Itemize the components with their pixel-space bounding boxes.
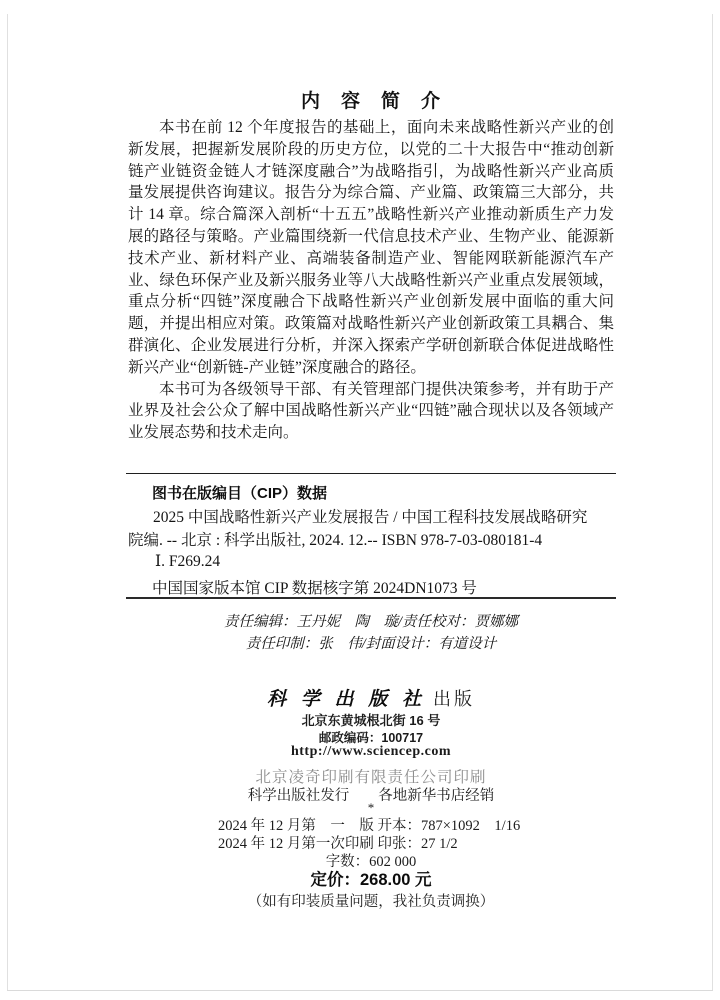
cip-line-title: 2025 中国战略性新兴产业发展报告 / 中国工程科技发展战略研究 bbox=[153, 509, 588, 526]
cip-line-isbn: 院编. -- 北京 : 科学出版社, 2024. 12.-- ISBN 978-7-03-080181-4 bbox=[128, 532, 543, 549]
cip-heading: 图书在版编目（CIP）数据 bbox=[152, 485, 328, 502]
science-press-logotype: 科 学 出 版 社 bbox=[266, 689, 426, 710]
page-title: 内 容 简 介 bbox=[300, 91, 441, 112]
printing-date: 2024 年 12 月第一次印刷 bbox=[218, 836, 374, 852]
word-count: 字数：602 000 bbox=[325, 854, 417, 870]
scan-edge-bottom bbox=[7, 990, 713, 991]
publisher-postcode: 邮政编码：100717 bbox=[318, 731, 424, 745]
separator-star: * bbox=[367, 800, 375, 815]
price: 定价：268.00 元 bbox=[310, 871, 432, 889]
cip-line-registry: 中国国家版本馆 CIP 数据核字第 2024DN1073 号 bbox=[152, 580, 477, 597]
cip-top-rule bbox=[126, 473, 616, 474]
intro-section bbox=[128, 117, 614, 444]
intro-paragraph-2: 本书可为各级领导干部、有关管理部门提供决策参考，并有助于产业界及社会公众了解中国战略性新兴产业“四链”融合现状以及各领域产业发展态势和技术走向。 bbox=[128, 380, 614, 442]
edition-date: 2024 年 12 月第 一 版 bbox=[218, 818, 374, 834]
publisher-website: http://www.sciencep.com bbox=[290, 744, 452, 759]
cip-line-classification: Ⅰ. F269.24 bbox=[155, 553, 221, 570]
publisher-address: 北京东黄城根北街 16 号 bbox=[301, 713, 441, 728]
publish-suffix: 出版 bbox=[433, 689, 475, 709]
cip-bottom-rule bbox=[126, 597, 616, 599]
scan-edge-right bbox=[712, 14, 713, 990]
format-size: 开本：787×1092 1/16 bbox=[377, 818, 521, 834]
printer-name: 北京凌奇印刷有限责任公司印刷 bbox=[255, 769, 487, 786]
distribution-line: 科学出版社发行 各地新华书店经销 bbox=[247, 788, 495, 804]
scan-edge-left bbox=[7, 14, 8, 990]
intro-paragraph-1: 本书在前 12 个年度报告的基础上，面向未来战略性新兴产业的创新发展，把握新发展阶段的历史方位，以党的二十大报告中“推动创新链产业链资金链人才链深度融合”为战略指引，为战略性新兴产业高质量发展提供咨询建议。报告分为综合篇、产业篇、政策篇三大部分，共计 14 章。综合篇深入剖析“十五五”战略性新兴产业推动新质生产力发展的路径与策略。产业篇围绕新一代信息技术产业、生物产业、能源新技术产业、新材料产业、高端装备制造产业、智能网联新能源汽车产业、绿色环保产业及新兴服务业等八大战略性新兴产业重点发展领域，重点分析“四链”深度融合下战略性新兴产业创新发展中面临的重大问题，并提出相应对策。政策篇对战略性新兴产业创新政策工具耦合、集群演化、企业发展进行分析，并深入探索产学研创新联合体促进战略性新兴产业“创新链-产业链”深度融合的路径。 bbox=[128, 119, 614, 376]
sheet-count: 印张：27 1/2 bbox=[377, 836, 458, 852]
credits-printing-design: 责任印制：张 伟/封面设计：有道设计 bbox=[245, 636, 497, 652]
publisher-line bbox=[128, 684, 614, 711]
credits-editors: 责任编辑：王丹妮 陶 璇/责任校对：贾娜娜 bbox=[223, 614, 519, 630]
quality-note: （如有印装质量问题，我社负责调换） bbox=[247, 894, 495, 910]
